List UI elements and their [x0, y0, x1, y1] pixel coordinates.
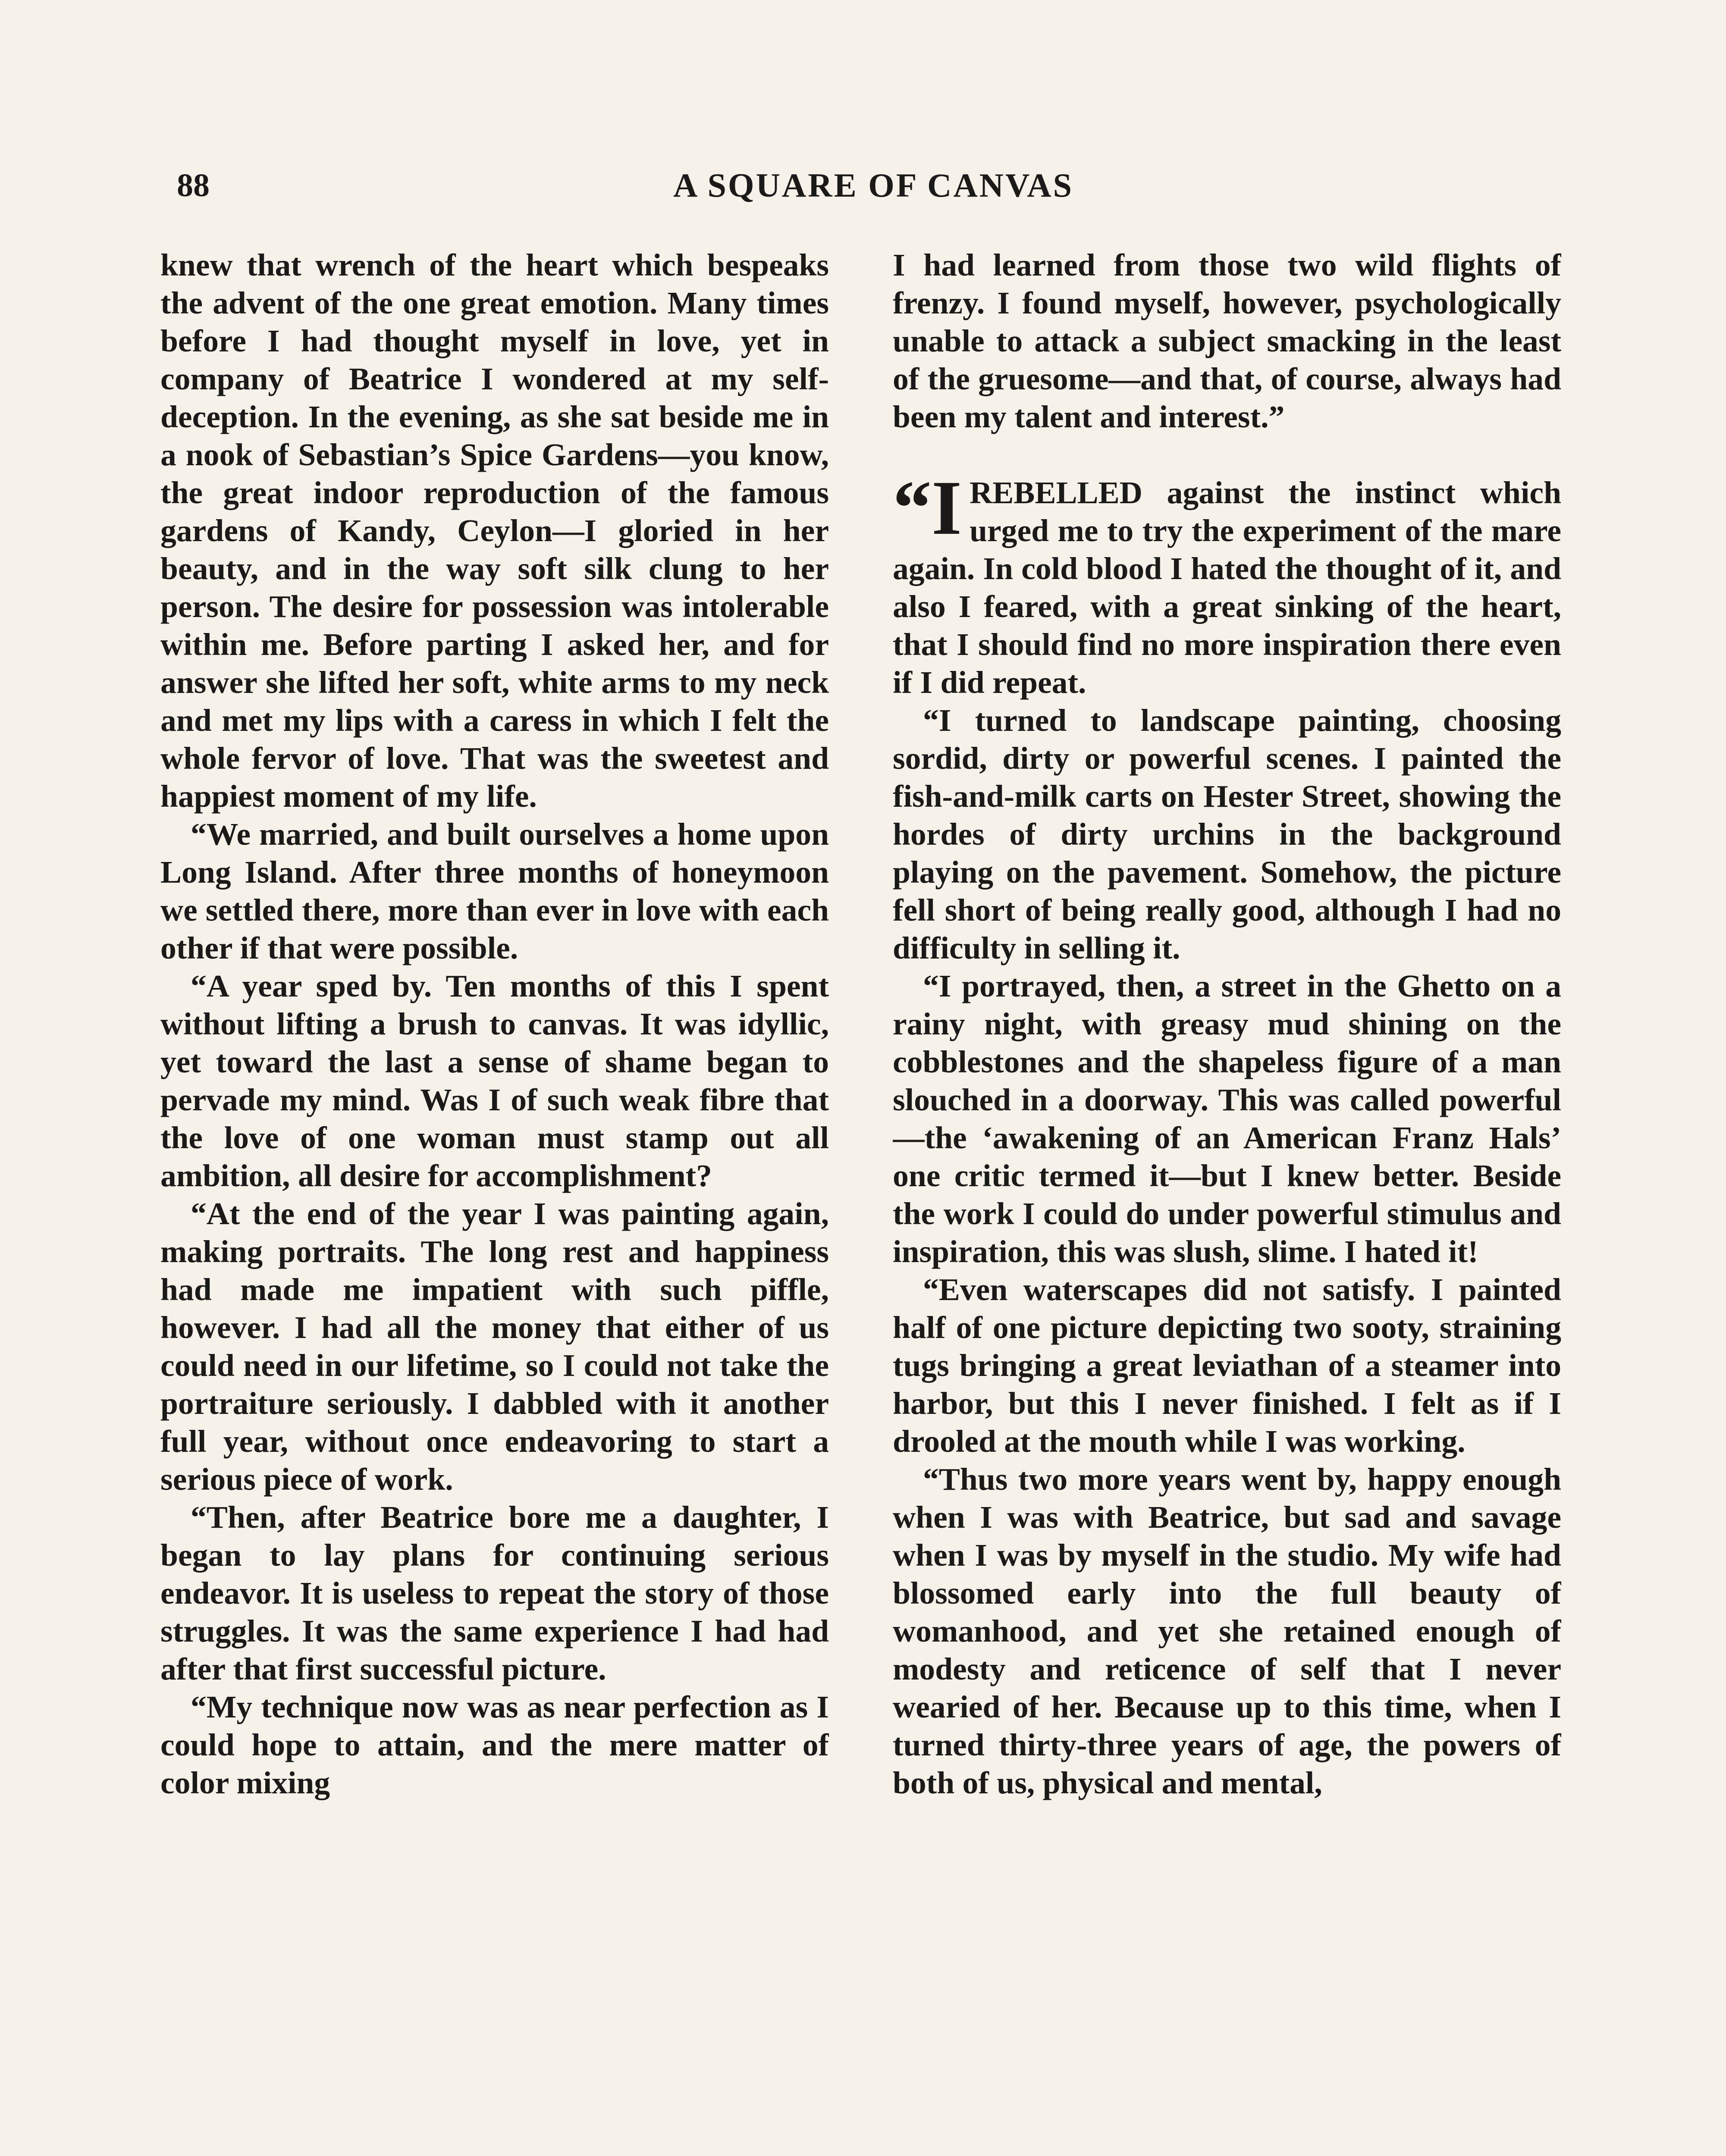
section-break [893, 436, 1561, 473]
paragraph: “I turned to landscape painting, choosing sordid, dirty or powerful scenes. I painted the fish-and-milk carts on Hester Street, showing the hordes of dirty urchins in the background playing on the pavement. Somehow, the picture fell short of being really good, although I had no difficulty in selling it. [893, 702, 1561, 965]
paragraph: “A year sped by. Ten months of this I spent without lifting a brush to canvas. It was idyllic, yet toward the last a sense of shame began to pervade my mind. Was I of such weak fibre that the love of one woman must stamp out all ambition, all desire for accomplishment? [160, 968, 829, 1193]
paragraph: “My technique now was as near perfection as I could hope to attain, and the mere matter of color mixing [160, 1689, 829, 1800]
paragraph: “I portrayed, then, a street in the Ghetto on a rainy night, with greasy mud shining on the cobblestones and the shapeless figure of a man slouched in a doorway. This was called powerful—the ‘awakening of an American Franz Hals’ one critic termed it—but I knew better. Beside the work I could do under powerful stimulus and inspiration, this was slush, slime. I hated it! [893, 968, 1561, 1269]
paragraph: “Even waterscapes did not satisfy. I painted half of one picture depicting two sooty, straining tugs bringing a great leviathan of a steamer into harbor, but this I never finished. I felt as if I drooled at the mouth while I was working. [893, 1272, 1561, 1459]
right-column [893, 246, 1561, 2156]
paragraph: knew that wrench of the heart which bespeaks the advent of the one great emotion. Many times before I had thought myself in love, yet in company of Beatrice I wondered at my self-deception. In the evening, as she sat beside me in a nook of Sebastian’s Spice Gardens—you know, the great indoor reproduction of the famous gardens of Kandy, Ceylon—I gloried in her beauty, and in the way soft silk clung to her person. The desire for possession was intolerable within me. Before parting I asked her, and for answer she lifted her soft, white arms to my neck and met my lips with a caress in which I felt the whole fervor of love. That was the sweetest and happiest moment of my life. [160, 247, 829, 814]
left-column [160, 246, 829, 2156]
paragraph: I had learned from those two wild flights of frenzy. I found myself, however, psychologically unable to attack a subject smacking in the least of the gruesome—and that, of course, always had been my talent and interest.” [893, 247, 1561, 434]
paragraph: “Then, after Beatrice bore me a daughter, I began to lay plans for continuing serious endeavor. It is useless to repeat the story of those struggles. It was the same experience I had had after that first successful picture. [160, 1499, 829, 1686]
drop-cap: “I [893, 465, 962, 551]
page-header [177, 160, 1570, 211]
paragraph: “We married, and built ourselves a home upon Long Island. After three months of honeymoon we settled there, more than ever in love with each other if that were possible. [160, 816, 829, 965]
section-first-word: REBELLED [970, 475, 1142, 510]
paragraph: “At the end of the year I was painting again, making portraits. The long rest and happiness had made me impatient with such piffle, however. I had all the money that either of us could need in our lifetime, so I could not take the portraiture seriously. I dabbled with it another full year, without once endeavoring to start a serious piece of work. [160, 1196, 829, 1497]
running-title: A SQUARE OF CANVAS [673, 166, 1073, 204]
section-first-text: against the instinct which urged me to try the experiment of the mare again. In cold blood I hated the thought of it, and also I feared, with a great sinking of the heart, that I should find no more inspiration there even if I did repeat. [893, 475, 1561, 700]
section-opening-paragraph [893, 465, 1561, 701]
paragraph: “Thus two more years went by, happy enough when I was with Beatrice, but sad and savage when I was by myself in the studio. My wife had blossomed early into the full beauty of womanhood, and yet she retained enough of modesty and reticence of self that I never wearied of her. Because up to this time, when I turned thirty-three years of age, the powers of both of us, physical and mental, [893, 1461, 1561, 1800]
page-number: 88 [177, 167, 210, 204]
